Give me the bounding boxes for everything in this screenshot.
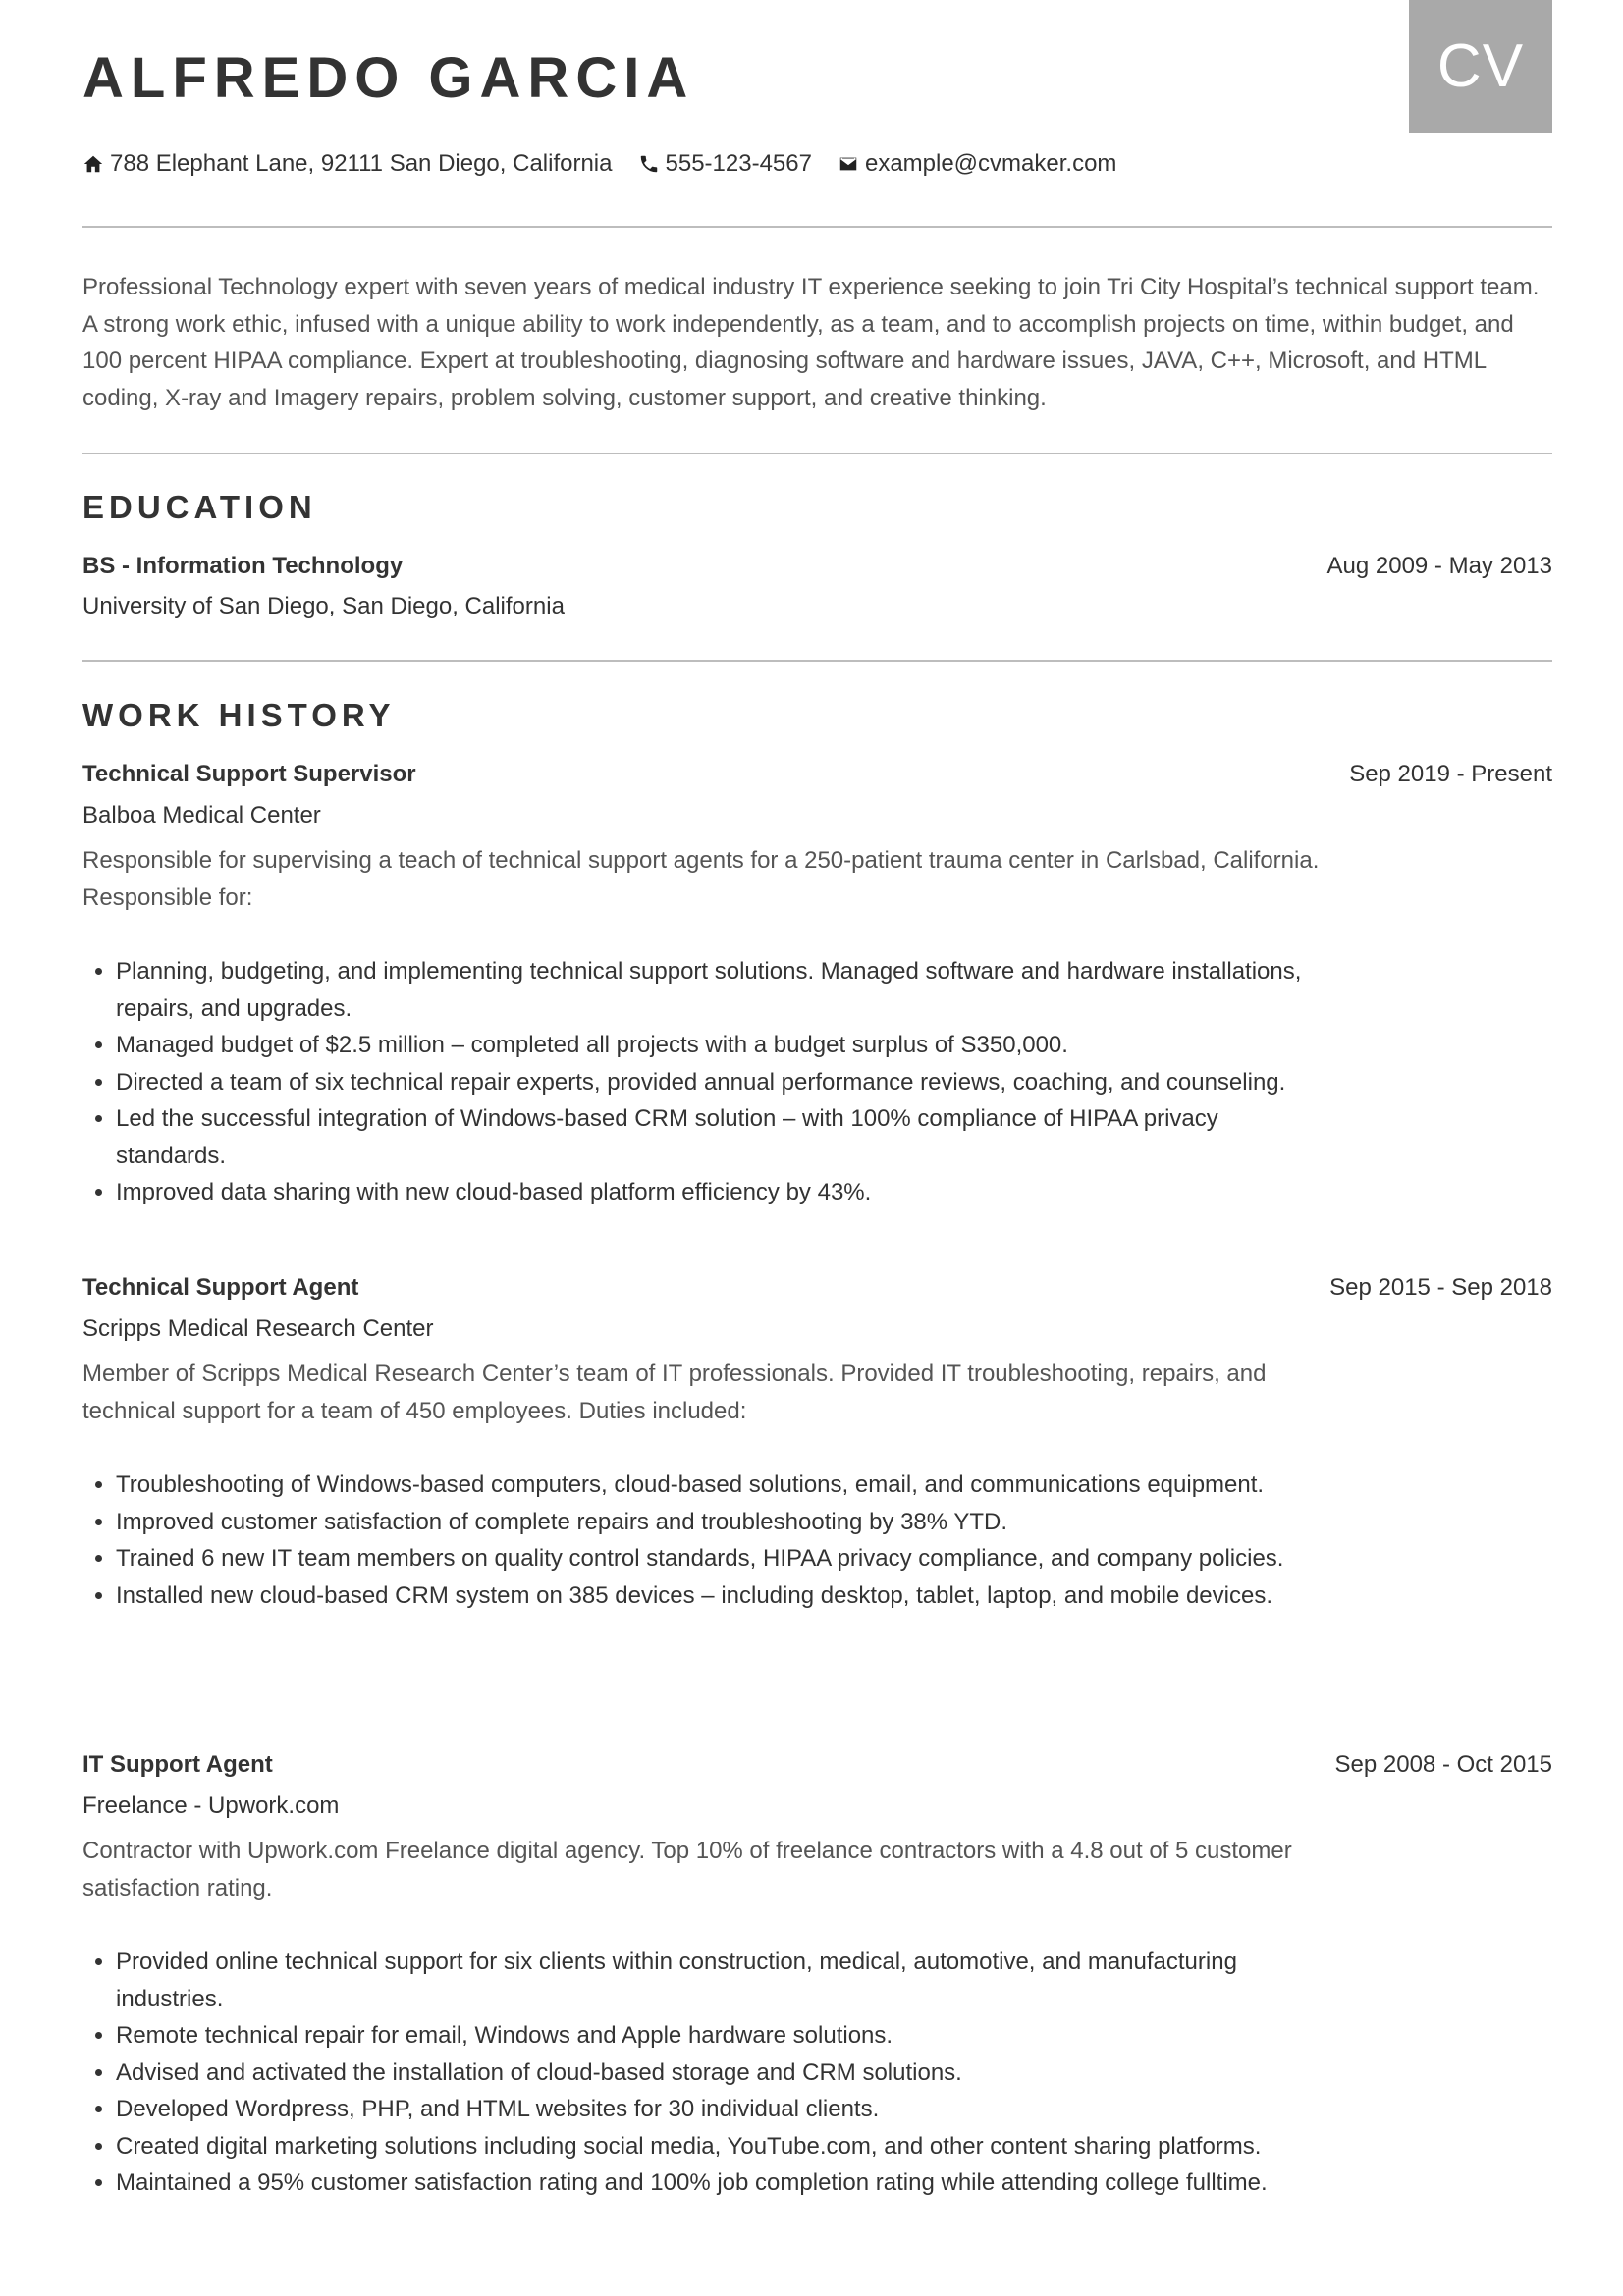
bullet-item: • Planning, budgeting, and implementing technical support solutions. Managed software and hardware installations, repairs, and upgrades.	[116, 953, 1333, 1027]
job-title: IT Support Agent	[82, 1751, 273, 1778]
job-dates: Sep 2015 - Sep 2018	[1329, 1274, 1552, 1301]
bullet-item: • Maintained a 95% customer satisfaction rating and 100% job completion rating while attending college fulltime.	[116, 2164, 1333, 2202]
job-description: Contractor with Upwork.com Freelance digital agency. Top 10% of freelance contractors with a 4.8 out of 5 customer satisfaction rating.	[82, 1838, 1292, 1901]
job-entry	[82, 1271, 1552, 1614]
job-entry	[82, 1748, 1552, 2202]
bullet-item: • Advised and activated the installation of cloud-based storage and CRM solutions.	[116, 2055, 1333, 2092]
bullet-item: • Improved customer satisfaction of complete repairs and troubleshooting by 38% YTD.	[116, 1504, 1333, 1541]
education-entry	[82, 550, 1552, 623]
divider	[82, 226, 1552, 228]
company-name: Freelance - Upwork.com	[82, 1792, 340, 1819]
bullet-item: • Developed Wordpress, PHP, and HTML websites for 30 individual clients.	[116, 2091, 1333, 2128]
bullet-item: • Led the successful integration of Windows-based CRM solution – with 100% compliance of HIPAA privacy standards.	[116, 1100, 1333, 1174]
bullet-item: • Trained 6 new IT team members on quality control standards, HIPAA privacy compliance, and company policies.	[116, 1540, 1333, 1577]
work-history-heading: WORK HISTORY	[82, 697, 396, 733]
profile-summary: Professional Technology expert with seven years of medical industry IT experience seeking to join Tri City Hospital’s technical support team. A strong work ethic, infused with a unique ability to work independently, as a team, and to accomplish projects on time, within budget, and 100 percent HIPAA compliance. Expert at troubleshooting, diagnosing software and hardware issues, JAVA, C++, Microsoft, and HTML coding, X-ray and Imagery repairs, problem solving, customer support, and creative thinking.	[82, 274, 1540, 411]
divider	[82, 453, 1552, 454]
job-bullets	[82, 1467, 1333, 1614]
job-dates: Sep 2008 - Oct 2015	[1334, 1751, 1552, 1778]
job-description: Member of Scripps Medical Research Center’s team of IT professionals. Provided IT troubleshooting, repairs, and technical support for a team of 450 employees. Duties included:	[82, 1361, 1267, 1424]
job-bullets	[82, 1944, 1333, 2202]
candidate-name: ALFREDO GARCIA	[82, 46, 695, 110]
job-entry	[82, 758, 1552, 1211]
company-name: Scripps Medical Research Center	[82, 1315, 434, 1342]
job-bullets	[82, 953, 1333, 1211]
bullet-item: • Managed budget of $2.5 million – completed all projects with a budget surplus of S350,000.	[116, 1027, 1333, 1064]
degree-title: BS - Information Technology	[82, 553, 404, 579]
job-description: Responsible for supervising a teach of technical support agents for a 250-patient trauma center in Carlsbad, California. Responsible for:	[82, 847, 1320, 911]
home-icon	[82, 153, 104, 175]
job-title: Technical Support Agent	[82, 1274, 359, 1301]
divider	[82, 660, 1552, 662]
bullet-item: • Directed a team of six technical repair experts, provided annual performance reviews, coaching, and counseling.	[116, 1064, 1333, 1101]
school-name: University of San Diego, San Diego, California	[82, 593, 565, 619]
contact-email	[838, 150, 1116, 178]
bullet-item: • Improved data sharing with new cloud-based platform efficiency by 43%.	[116, 1174, 1333, 1211]
contact-address	[82, 150, 613, 178]
bullet-item: • Provided online technical support for six clients within construction, medical, automotive, and manufacturing industries.	[116, 1944, 1333, 2017]
bullet-item: • Remote technical repair for email, Windows and Apple hardware solutions.	[116, 2017, 1333, 2055]
email-text: example@cvmaker.com	[864, 150, 1117, 177]
contact-line	[82, 150, 1116, 178]
job-title: Technical Support Supervisor	[82, 761, 416, 787]
phone-text: 555-123-4567	[665, 150, 812, 177]
phone-icon	[638, 153, 660, 175]
bullet-item: • Created digital marketing solutions including social media, YouTube.com, and other content sharing platforms.	[116, 2128, 1333, 2165]
job-dates: Sep 2019 - Present	[1349, 761, 1552, 787]
education-dates: Aug 2009 - May 2013	[1326, 553, 1552, 579]
cv-badge: CV	[1409, 0, 1552, 133]
company-name: Balboa Medical Center	[82, 802, 321, 828]
address-text: 788 Elephant Lane, 92111 San Diego, California	[110, 150, 613, 177]
envelope-icon	[838, 153, 859, 175]
education-heading: EDUCATION	[82, 489, 317, 525]
bullet-item: • Troubleshooting of Windows-based computers, cloud-based solutions, email, and communications equipment.	[116, 1467, 1333, 1504]
contact-phone	[638, 150, 812, 178]
bullet-item: • Installed new cloud-based CRM system on 385 devices – including desktop, tablet, laptop, and mobile devices.	[116, 1577, 1333, 1615]
